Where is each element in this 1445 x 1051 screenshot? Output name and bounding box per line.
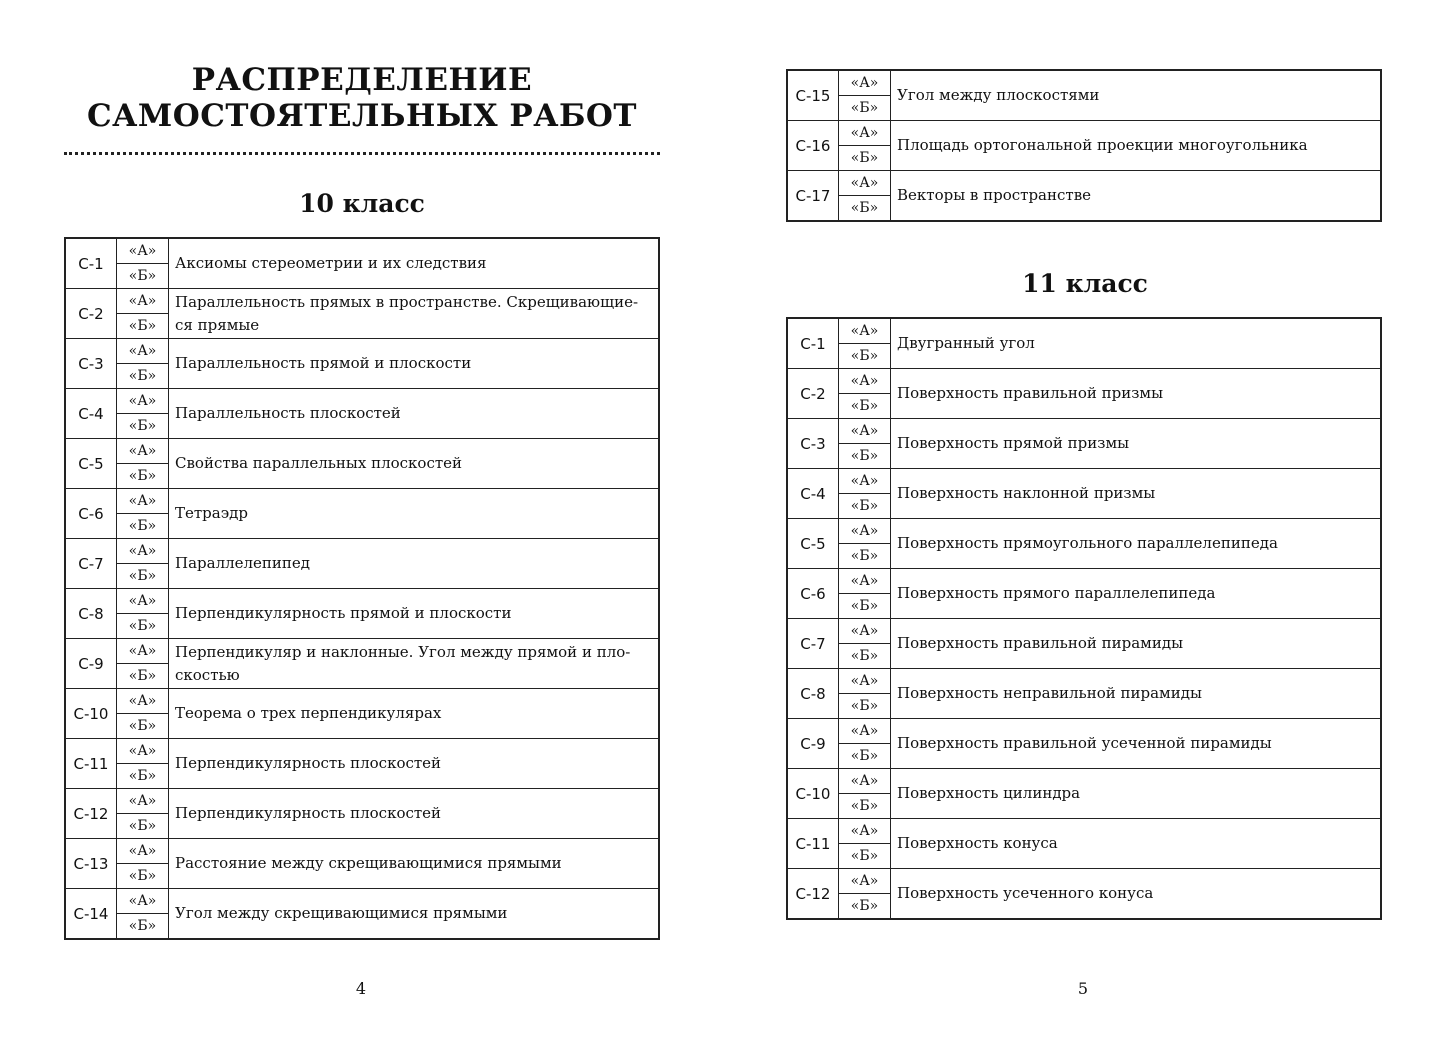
work-code: С-14 bbox=[65, 889, 117, 940]
table-row bbox=[65, 389, 659, 414]
variant-b: «Б» bbox=[839, 146, 891, 171]
variant-a: «А» bbox=[839, 719, 891, 744]
work-topic: Двугранный угол bbox=[891, 318, 1382, 369]
work-code: С-5 bbox=[787, 519, 839, 569]
work-topic: Поверхность правильной призмы bbox=[891, 369, 1382, 419]
variant-b: «Б» bbox=[117, 464, 169, 489]
variant-b: «Б» bbox=[117, 614, 169, 639]
page-number-left: 4 bbox=[355, 979, 367, 998]
work-topic: Расстояние между скрещивающимися прямыми bbox=[169, 839, 660, 889]
variant-a: «А» bbox=[839, 369, 891, 394]
work-code: С-3 bbox=[787, 419, 839, 469]
work-code: С-12 bbox=[65, 789, 117, 839]
work-topic: Поверхность прямоугольного параллелепипеда bbox=[891, 519, 1382, 569]
work-code: С-12 bbox=[787, 869, 839, 920]
table-row bbox=[787, 469, 1381, 494]
work-code: С-6 bbox=[65, 489, 117, 539]
table-row bbox=[787, 519, 1381, 544]
class-10-heading: 10 класс bbox=[299, 189, 425, 218]
variant-b: «Б» bbox=[839, 96, 891, 121]
work-code: С-8 bbox=[65, 589, 117, 639]
table-row bbox=[65, 789, 659, 814]
right-page bbox=[722, 0, 1445, 1051]
work-topic: Поверхность усеченного конуса bbox=[891, 869, 1382, 920]
table-row bbox=[65, 839, 659, 864]
variant-a: «А» bbox=[117, 789, 169, 814]
work-topic: Поверхность наклонной призмы bbox=[891, 469, 1382, 519]
variant-b: «Б» bbox=[117, 414, 169, 439]
variant-b: «Б» bbox=[117, 764, 169, 789]
work-topic: Поверхность правильной усеченной пирамиды bbox=[891, 719, 1382, 769]
table-row bbox=[65, 339, 659, 364]
work-topic: Поверхность цилиндра bbox=[891, 769, 1382, 819]
table-row bbox=[787, 769, 1381, 794]
work-code: С-2 bbox=[65, 289, 117, 339]
table-row bbox=[65, 238, 659, 264]
variant-a: «А» bbox=[117, 839, 169, 864]
variant-a: «А» bbox=[117, 689, 169, 714]
work-topic: Параллельность плоскостей bbox=[169, 389, 660, 439]
variant-a: «А» bbox=[839, 869, 891, 894]
variant-a: «А» bbox=[117, 289, 169, 314]
variant-a: «А» bbox=[839, 121, 891, 146]
work-code: С-10 bbox=[787, 769, 839, 819]
table-row bbox=[65, 639, 659, 664]
work-code: С-13 bbox=[65, 839, 117, 889]
variant-b: «Б» bbox=[117, 564, 169, 589]
table-row bbox=[787, 70, 1381, 96]
table-row bbox=[787, 171, 1381, 196]
variant-b: «Б» bbox=[839, 494, 891, 519]
work-topic: Поверхность правильной пирамиды bbox=[891, 619, 1382, 669]
variant-a: «А» bbox=[117, 539, 169, 564]
table-row bbox=[787, 869, 1381, 894]
table-row bbox=[65, 889, 659, 914]
table-row bbox=[787, 318, 1381, 344]
work-topic: Поверхность конуса bbox=[891, 819, 1382, 869]
work-code: С-10 bbox=[65, 689, 117, 739]
variant-a: «А» bbox=[839, 419, 891, 444]
variant-a: «А» bbox=[117, 389, 169, 414]
variant-a: «А» bbox=[839, 469, 891, 494]
variant-b: «Б» bbox=[117, 864, 169, 889]
variant-a: «А» bbox=[117, 889, 169, 914]
class-11-works-table bbox=[786, 317, 1382, 920]
variant-a: «А» bbox=[839, 519, 891, 544]
work-code: С-3 bbox=[65, 339, 117, 389]
table-row bbox=[65, 539, 659, 564]
variant-b: «Б» bbox=[839, 444, 891, 469]
class-10-works-table bbox=[64, 237, 660, 940]
work-topic: Поверхность прямого параллелепипеда bbox=[891, 569, 1382, 619]
table-row bbox=[65, 689, 659, 714]
variant-b: «Б» bbox=[839, 794, 891, 819]
work-topic: Перпендикулярность плоскостей bbox=[169, 739, 660, 789]
variant-a: «А» bbox=[117, 739, 169, 764]
variant-b: «Б» bbox=[839, 344, 891, 369]
variant-a: «А» bbox=[839, 171, 891, 196]
variant-b: «Б» bbox=[117, 814, 169, 839]
work-topic: Параллельность прямых в пространстве. Скрещивающие-ся прямые bbox=[169, 289, 660, 339]
page-number-right: 5 bbox=[1077, 979, 1089, 998]
variant-b: «Б» bbox=[839, 744, 891, 769]
table-row bbox=[787, 719, 1381, 744]
variant-b: «Б» bbox=[839, 694, 891, 719]
variant-a: «А» bbox=[117, 439, 169, 464]
work-code: С-17 bbox=[787, 171, 839, 222]
variant-a: «А» bbox=[839, 318, 891, 344]
work-topic: Площадь ортогональной проекции многоугольника bbox=[891, 121, 1382, 171]
variant-b: «Б» bbox=[839, 644, 891, 669]
table-row bbox=[787, 419, 1381, 444]
work-code: С-9 bbox=[787, 719, 839, 769]
table-row bbox=[787, 819, 1381, 844]
work-code: С-6 bbox=[787, 569, 839, 619]
work-code: С-7 bbox=[65, 539, 117, 589]
work-code: С-1 bbox=[65, 238, 117, 289]
title-line-1: РАСПРЕДЕЛЕНИЕ bbox=[191, 62, 533, 98]
variant-b: «Б» bbox=[117, 714, 169, 739]
work-code: С-4 bbox=[65, 389, 117, 439]
page-title bbox=[64, 62, 660, 134]
variant-a: «А» bbox=[839, 619, 891, 644]
work-code: С-11 bbox=[65, 739, 117, 789]
work-code: С-9 bbox=[65, 639, 117, 689]
work-topic: Параллелепипед bbox=[169, 539, 660, 589]
work-code: С-5 bbox=[65, 439, 117, 489]
variant-a: «А» bbox=[117, 589, 169, 614]
work-topic: Поверхность неправильной пирамиды bbox=[891, 669, 1382, 719]
variant-b: «Б» bbox=[117, 514, 169, 539]
variant-a: «А» bbox=[839, 70, 891, 96]
table-row bbox=[787, 121, 1381, 146]
variant-b: «Б» bbox=[839, 544, 891, 569]
left-page bbox=[0, 0, 722, 1051]
variant-b: «Б» bbox=[839, 394, 891, 419]
table-row bbox=[787, 569, 1381, 594]
variant-a: «А» bbox=[839, 669, 891, 694]
work-topic: Аксиомы стереометрии и их следствия bbox=[169, 238, 660, 289]
work-topic: Перпендикуляр и наклонные. Угол между прямой и пло-скостью bbox=[169, 639, 660, 689]
class-11-heading: 11 класс bbox=[1022, 269, 1148, 298]
title-line-2: САМОСТОЯТЕЛЬНЫХ РАБОТ bbox=[86, 98, 638, 134]
work-code: С-16 bbox=[787, 121, 839, 171]
table-row bbox=[787, 619, 1381, 644]
work-topic: Теорема о трех перпендикулярах bbox=[169, 689, 660, 739]
variant-b: «Б» bbox=[839, 594, 891, 619]
work-topic: Перпендикулярность прямой и плоскости bbox=[169, 589, 660, 639]
variant-a: «А» bbox=[839, 819, 891, 844]
table-row bbox=[65, 439, 659, 464]
variant-b: «Б» bbox=[117, 314, 169, 339]
variant-a: «А» bbox=[839, 569, 891, 594]
table-row bbox=[787, 669, 1381, 694]
table-row bbox=[787, 369, 1381, 394]
variant-a: «А» bbox=[839, 769, 891, 794]
class-10-works-table-continued bbox=[786, 69, 1382, 222]
work-code: С-4 bbox=[787, 469, 839, 519]
variant-b: «Б» bbox=[117, 914, 169, 940]
variant-a: «А» bbox=[117, 339, 169, 364]
work-topic: Свойства параллельных плоскостей bbox=[169, 439, 660, 489]
table-row bbox=[65, 739, 659, 764]
variant-a: «А» bbox=[117, 489, 169, 514]
variant-b: «Б» bbox=[117, 364, 169, 389]
variant-b: «Б» bbox=[117, 664, 169, 689]
table-row bbox=[65, 589, 659, 614]
work-code: С-7 bbox=[787, 619, 839, 669]
work-code: С-11 bbox=[787, 819, 839, 869]
work-topic: Параллельность прямой и плоскости bbox=[169, 339, 660, 389]
work-topic: Векторы в пространстве bbox=[891, 171, 1382, 222]
work-code: С-1 bbox=[787, 318, 839, 369]
work-code: С-2 bbox=[787, 369, 839, 419]
work-topic: Перпендикулярность плоскостей bbox=[169, 789, 660, 839]
work-code: С-15 bbox=[787, 70, 839, 121]
work-topic: Угол между скрещивающимися прямыми bbox=[169, 889, 660, 940]
variant-b: «Б» bbox=[117, 264, 169, 289]
variant-a: «А» bbox=[117, 238, 169, 264]
work-topic: Поверхность прямой призмы bbox=[891, 419, 1382, 469]
dotted-divider bbox=[64, 152, 660, 155]
table-row bbox=[65, 489, 659, 514]
work-code: С-8 bbox=[787, 669, 839, 719]
variant-a: «А» bbox=[117, 639, 169, 664]
variant-b: «Б» bbox=[839, 844, 891, 869]
work-topic: Угол между плоскостями bbox=[891, 70, 1382, 121]
variant-b: «Б» bbox=[839, 196, 891, 222]
work-topic: Тетраэдр bbox=[169, 489, 660, 539]
table-row bbox=[65, 289, 659, 314]
variant-b: «Б» bbox=[839, 894, 891, 920]
